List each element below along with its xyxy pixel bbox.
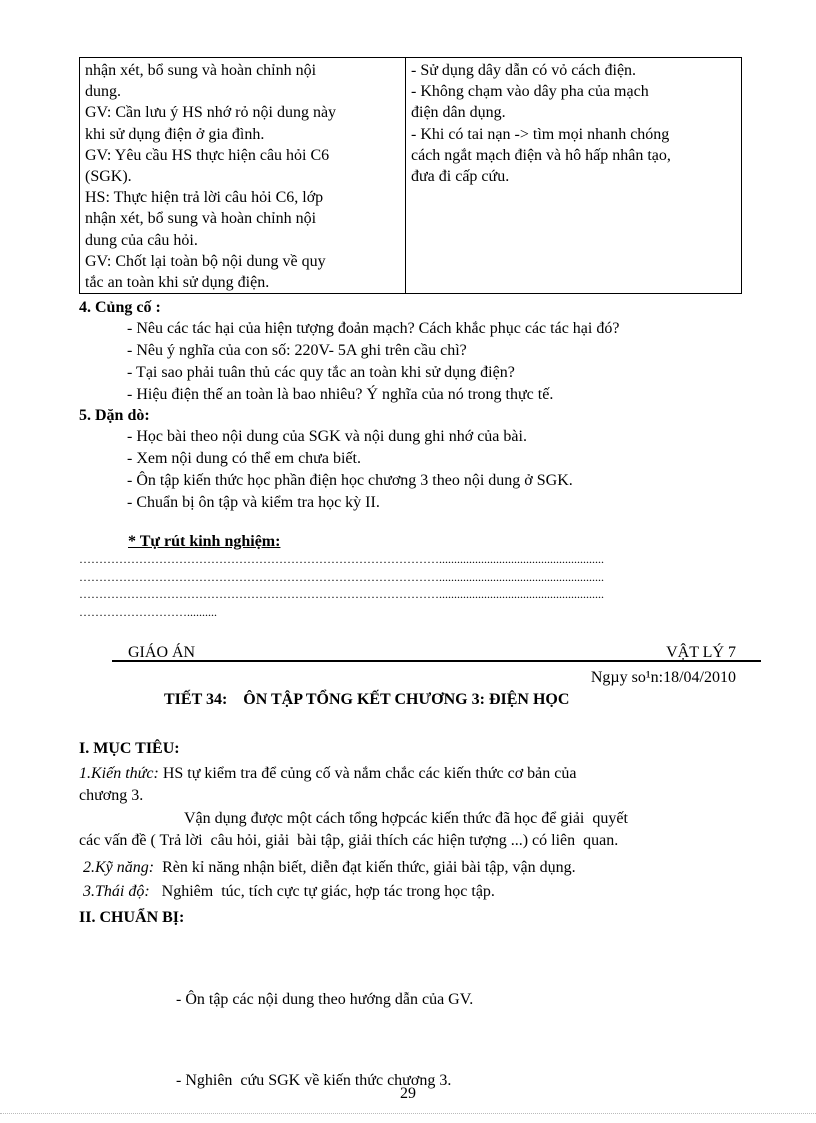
dando-list	[127, 426, 573, 514]
kienthuc-line2: chương 3.	[79, 787, 144, 804]
table-left-line: GV: Chốt lại toàn bộ nội dung về quy	[85, 252, 326, 270]
rut-kinh-nghiem-heading: * Tự rút kinh nghiệm:	[128, 533, 281, 550]
table-right-line: cách ngắt mạch điện và hô hấp nhân tạo,	[411, 146, 671, 164]
kynang-label: 2.Kỹ năng:	[83, 859, 155, 876]
list-item: - Nêu các tác hại của hiện tượng đoản mạch? Cách khắc phục các tác hại đó?	[127, 320, 620, 337]
dotted-line: ………………………..........	[79, 604, 217, 619]
table-right-line: - Không chạm vào dây pha của mạch	[411, 83, 649, 101]
list-item: - Tại sao phải tuân thủ các quy tắc an toàn khi sử dụng điện?	[127, 364, 515, 381]
notes-dotted-lines	[79, 551, 739, 621]
list-item: - Nghiên cứu SGK về kiến thức chương 3.	[176, 1072, 452, 1089]
thaido-line	[83, 881, 495, 902]
vandung-line1: Vận dụng được một cách tổng hợpcác kiến thức đã học để giải quyết	[184, 810, 628, 827]
table-left-line: nhận xét, bổ sung và hoàn chỉnh nội	[85, 62, 317, 79]
table-left-line: nhận xét, bổ sung và hoàn chỉnh nội	[85, 210, 317, 228]
list-item: - Ôn tập kiến thức học phần điện học chương 3 theo nội dung ở SGK.	[127, 472, 573, 489]
list-item: - Học bài theo nội dung của SGK và nội dung ghi nhớ của bài.	[127, 428, 527, 445]
content-cell	[406, 58, 742, 294]
table-left-line: (SGK).	[85, 168, 132, 186]
dotted-line: ……………………………………………………………………………….......................................................	[79, 552, 604, 566]
kynang-line	[83, 857, 576, 878]
list-item: - Hiệu điện thế an toàn là bao nhiêu? Ý nghĩa của nó trong thực tế.	[127, 386, 554, 403]
header-left: GIÁO ÁN	[128, 644, 196, 661]
kienthuc-label: 1.Kiến thức:	[79, 765, 159, 782]
table-right-line: - Sử dụng dây dẫn có vỏ cách điện.	[411, 62, 637, 79]
chuan-bi-heading: II. CHUẨN BỊ:	[79, 909, 185, 926]
kienthuc-text: HS tự kiểm tra để củng cố và nắm chắc các kiến thức cơ bản của	[158, 765, 577, 782]
page-bottom-border	[0, 1113, 816, 1114]
dotted-line: ……………………………………………………………………………….......................................................	[79, 569, 604, 584]
page-number: 29	[400, 1085, 416, 1102]
lesson-table	[79, 57, 742, 294]
header-right: VẬT LÝ 7	[666, 644, 736, 661]
date-prepared: Ngµy so¹n:18/04/2010	[590, 669, 736, 686]
table-right-line: điện dân dụng.	[411, 104, 506, 122]
table-left-line: GV: Yêu cầu HS thực hiện câu hỏi C6	[85, 146, 330, 164]
list-item: - Ôn tập các nội dung theo hướng dẫn của GV.	[176, 991, 474, 1008]
thaido-label: 3.Thái độ:	[83, 883, 150, 900]
muc-tieu-heading: I. MỤC TIÊU:	[79, 740, 180, 757]
thaido-text: Nghiêm túc, tích cực tự giác, hợp tác trong học tập.	[149, 883, 495, 900]
dotted-line: ……………………………………………………………………………….......................................................	[79, 587, 604, 601]
teacher-activity-cell	[80, 58, 406, 294]
table-left-line: dung.	[85, 83, 121, 101]
vandung-line2: các vấn đề ( Trả lời câu hỏi, giải bài tập, giải thích các hiện tượng ...) có liên quan.	[79, 832, 619, 849]
lesson-title: TIẾT 34: ÔN TẬP TỔNG KẾT CHƯƠNG 3: ĐIỆN HỌC	[164, 691, 570, 708]
list-item: - Nêu ý nghĩa của con số: 220V- 5A ghi trên cầu chì?	[127, 342, 467, 359]
kynang-text: Rèn kỉ năng nhận biết, diễn đạt kiến thức, giải bài tập, vận dụng.	[154, 859, 576, 876]
table-right-line: đưa đi cấp cứu.	[411, 168, 510, 186]
header-rule	[112, 660, 761, 662]
table-left-line: GV: Cần lưu ý HS nhớ rỏ nội dung này	[85, 104, 337, 122]
table-left-line: khi sử dụng điện ở gia đình.	[85, 125, 265, 143]
table-right-line: - Khi có tai nạn -> tìm mọi nhanh chóng	[411, 125, 670, 143]
table-left-line: HS: Thực hiện trả lời câu hỏi C6, lớp	[85, 189, 324, 207]
dando-heading: 5. Dặn dò:	[79, 407, 150, 424]
table-left-line: tắc an toàn khi sử dụng điện.	[85, 274, 270, 292]
list-item: - Chuẩn bị ôn tập và kiểm tra học kỳ II.	[127, 494, 380, 511]
cungco-heading: 4. Củng cố :	[79, 299, 161, 316]
kienthuc-line	[79, 763, 576, 784]
cungco-list	[127, 318, 619, 406]
table-left-line: dung của câu hỏi.	[85, 231, 198, 249]
list-item: - Xem nội dung có thể em chưa biết.	[127, 450, 361, 467]
